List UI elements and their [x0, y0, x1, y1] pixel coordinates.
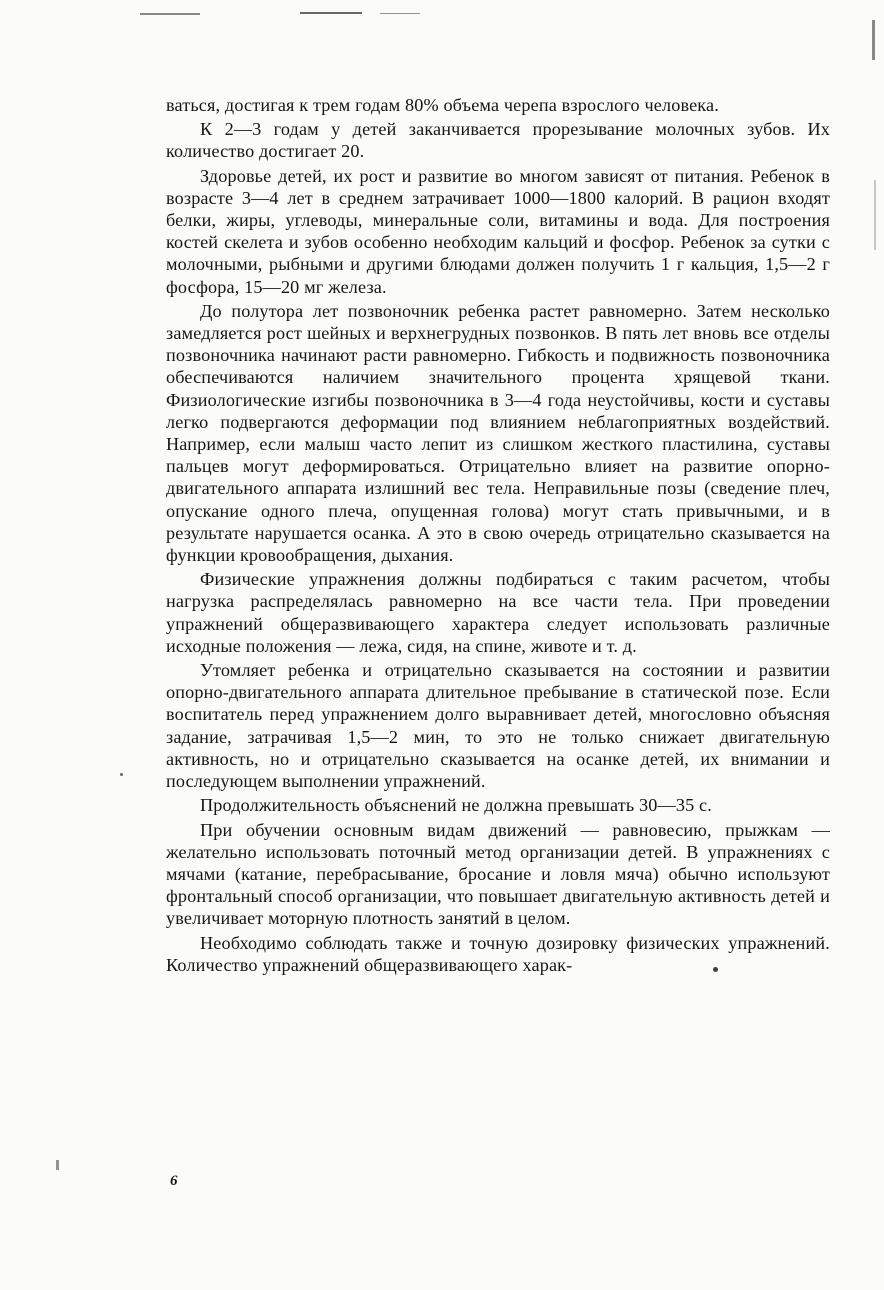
paragraph: ваться, достигая к трем годам 80% объема черепа взрослого человека. [166, 95, 719, 115]
scan-artifact-edge-mark [872, 20, 875, 60]
paragraph: Продолжительность объяснений не должна превышать 30—35 с. [200, 795, 712, 816]
scan-artifact-top-rule [300, 12, 362, 14]
paragraph: К 2—3 годам у детей заканчивается прорезывание молочных зубов. Их количество достигает 20. [166, 119, 830, 162]
page-body [166, 94, 830, 978]
scan-artifact-top-rule [380, 13, 420, 14]
paragraph: При обучении основным видам движений — равновесию, прыжкам — желательно использовать поточный метод организации детей. В упражнениях с мячами (катание, перебрасывание, бросание и ловля мяча) обычно используют фронтальный способ организации, что повышает двигательную активность детей и увеличивает моторную плотность занятий в целом. [166, 819, 830, 929]
paragraph: Утомляет ребенка и отрицательно сказывается на состоянии и развитии опорно-двигательного аппарата длительное пребывание в статической позе. Если воспитатель перед упражнением долго выравнивает детей, многословно объясняя задание, затрачивая 1,5—2 мин, то это не только снижает двигательную активность, но и отрицательно сказывается на осанке детей, их внимании и последующем выполнении упражнений. [166, 660, 830, 792]
scan-artifact-dot [120, 773, 123, 776]
page-number: 6 [170, 1173, 178, 1189]
paragraph: Здоровье детей, их рост и развитие во многом зависят от питания. Ребенок в возрасте 3—4 лет в среднем затрачивает 1000—1800 калорий. В рацион входят белки, жиры, углеводы, минеральные соли, витамины и вода. Для построения костей скелета и зубов особенно необходим кальций и фосфор. Ребенок за сутки с молочными, рыбными и другими блюдами должен получить 1 г кальция, 1,5—2 г фосфора, 15—20 мг железа. [166, 165, 830, 297]
paragraph: Необходимо соблюдать также и точную дозировку физических упражнений. Количество упражнений общеразвивающего харак- [166, 932, 830, 975]
paragraph: Физические упражнения должны подбираться с таким расчетом, чтобы нагрузка распределялась равномерно на все части тела. При проведении упражнений общеразвивающего характера следует использовать различные исходные положения — лежа, сидя, на спине, животе и т. д. [166, 569, 830, 656]
scan-artifact-dot [56, 1160, 59, 1170]
scan-artifact-edge-mark [874, 180, 876, 250]
scan-artifact-top-rule [140, 13, 200, 15]
paragraph: До полутора лет позвоночник ребенка растет равномерно. Затем несколько замедляется рост шейных и верхнегрудных позвонков. В пять лет вновь все отделы позвоночника начинают расти равномерно. Гибкость и подвижность позвоночника обеспечиваются наличием значительного процента хрящевой ткани. Физиологические изгибы позвоночника в 3—4 года неустойчивы, кости и суставы легко подвергаются деформации под влиянием неблагоприятных воздействий. Например, если малыш часто лепит из слишком жесткого пластилина, суставы пальцев могут деформироваться. Отрицательно влияет на развитие опорно-двигательного аппарата излишний вес тела. Неправильные позы (сведение плеч, опускание одного плеча, опущенная голова) могут стать привычными, и в результате нарушается осанка. А это в свою очередь отрицательно сказывается на функции кровообращения, дыхания. [166, 300, 830, 566]
